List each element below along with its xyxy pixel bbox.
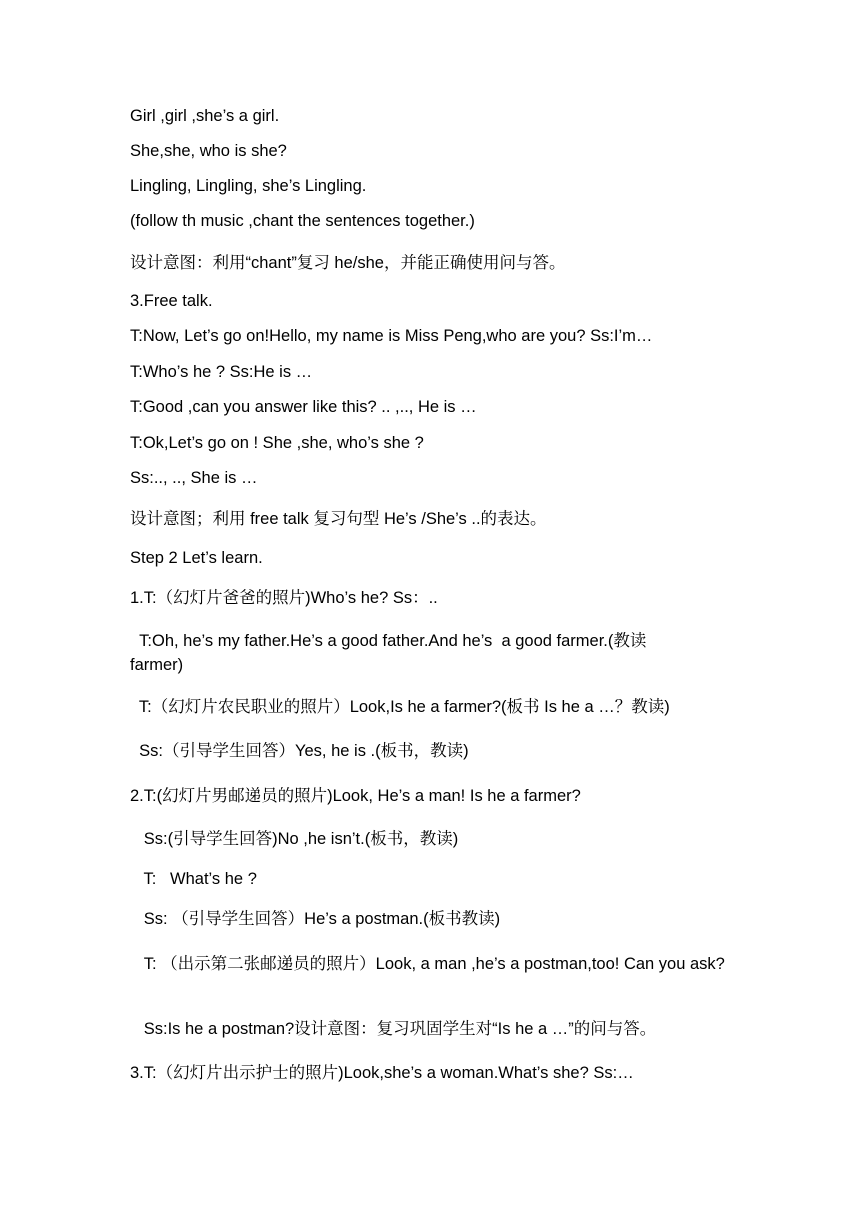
text-line: T: （出示第二张邮递员的照片）Look, a man ,he’s a postman,too! Can you ask?	[130, 955, 725, 973]
text-line: T: What’s he ?	[130, 870, 257, 888]
text-line: Ss:.., .., She is …	[130, 469, 258, 487]
text-line: T:（幻灯片农民职业的照片）Look,Is he a farmer?(板书 Is he a …？教读)	[130, 698, 670, 716]
text-line: Girl ,girl ,she’s a girl.	[130, 107, 280, 125]
text-line: Ss: （引导学生回答）He’s a postman.(板书教读)	[130, 910, 501, 928]
text-line: 1.T:（幻灯片爸爸的照片)Who’s he? Ss：..	[130, 589, 438, 607]
text-line: T:Good ,can you answer like this? .. ,.., He is …	[130, 398, 477, 416]
text-line: 2.T:(幻灯片男邮递员的照片)Look, He’s a man! Is he a farmer?	[130, 787, 581, 805]
design-intent-line: 设计意图：利用“chant”复习 he/she，并能正确使用问与答。	[130, 254, 566, 272]
text-line: T:Ok,Let’s go on ! She ,she, who’s she ?	[130, 434, 424, 452]
text-line: T:Who’s he ? Ss:He is …	[130, 363, 313, 381]
text-line: Ss:(引导学生回答)No ,he isn’t.(板书，教读)	[130, 830, 459, 848]
text-line: Lingling, Lingling, she’s Lingling.	[130, 177, 367, 195]
section-heading: Step 2 Let’s learn.	[130, 549, 263, 567]
text-line: 3.T:（幻灯片出示护士的照片)Look,she’s a woman.What’s she? Ss:…	[130, 1064, 634, 1082]
text-line: T:Oh, he’s my father.He’s a good father.And he’s a good farmer.(教读 farmer)	[130, 632, 651, 674]
section-heading: 3.Free talk.	[130, 292, 213, 310]
text-line: She,she, who is she?	[130, 142, 287, 160]
design-intent-line: Ss:Is he a postman?设计意图：复习巩固学生对“Is he a …”的问与答。	[130, 1020, 657, 1038]
text-line: (follow th music ,chant the sentences together.)	[130, 212, 475, 230]
text-line: T:Now, Let’s go on!Hello, my name is Miss Peng,who are you? Ss:I’m…	[130, 327, 653, 345]
text-line: Ss:（引导学生回答）Yes, he is .(板书，教读)	[130, 742, 469, 760]
design-intent-line: 设计意图；利用 free talk 复习句型 He’s /She’s ..的表达。	[130, 510, 547, 528]
